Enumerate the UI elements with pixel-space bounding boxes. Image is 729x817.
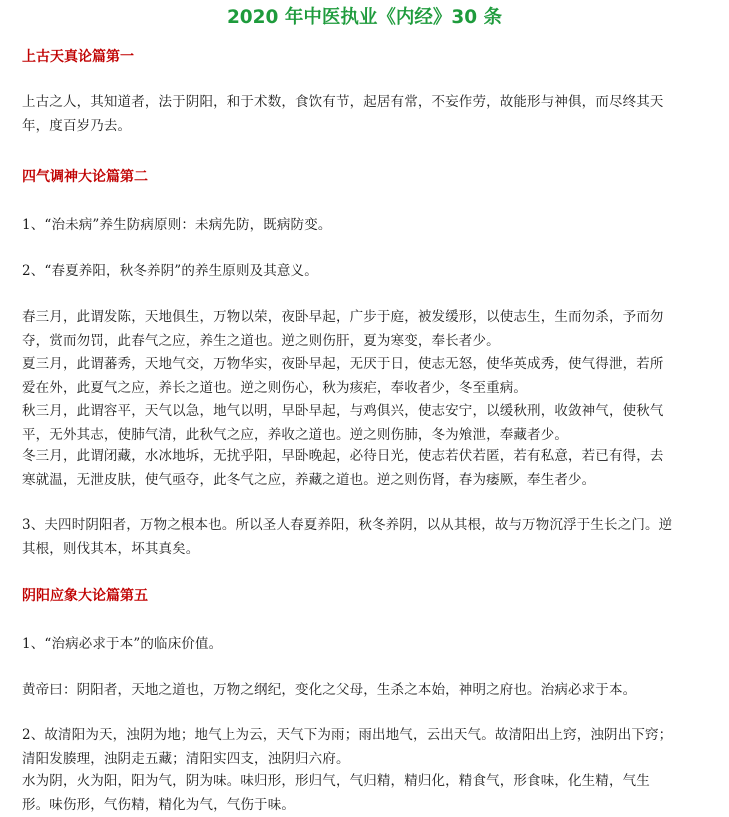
document-title: 2020 年中医执业《内经》30 条 (226, 7, 503, 28)
section-heading: 上古天真论篇第一 (22, 49, 134, 65)
paragraph: 1、“治病必求于本”的临床价值。 (22, 636, 223, 652)
section-heading: 阴阳应象大论篇第五 (22, 588, 148, 604)
paragraph: 上古之人，其知道者，法于阴阳，和于术数，食饮有节，起居有常，不妄作劳，故能形与神俱，而尽终其天年，度百岁乃去。 (22, 94, 664, 134)
paragraph: 冬三月，此谓闭藏，水冰地坼，无扰乎阳，早卧晚起，必待日光，使志若伏若匿，若有私意，若已有得，去寒就温，无泄皮肤，使气亟夺，此冬气之应，养藏之道也。逆之则伤肾，春为痿厥，奉生者少。 (22, 448, 664, 488)
paragraph: 夏三月，此谓蕃秀，天地气交，万物华实，夜卧早起，无厌于日，使志无怒，使华英成秀，使气得泄，若所爱在外，此夏气之应，养长之道也。逆之则伤心，秋为痎疟，奉收者少，冬至重病。 (22, 356, 664, 396)
paragraph: 秋三月，此谓容平，天气以急，地气以明，早卧早起，与鸡俱兴，使志安宁，以缓秋刑，收敛神气，使秋气平，无外其志，使肺气清，此秋气之应，养收之道也。逆之则伤肺，冬为飧泄，奉藏者少。 (22, 403, 664, 443)
paragraph: 1、“治未病”养生防病原则：未病先防，既病防变。 (22, 217, 332, 233)
section-heading: 四气调神大论篇第二 (22, 169, 148, 185)
paragraph: 黄帝曰：阴阳者，天地之道也，万物之纲纪，变化之父母，生杀之本始，神明之府也。治病必求于本。 (22, 682, 637, 698)
paragraph: 水为阴，火为阳，阳为气，阴为味。味归形，形归气，气归精，精归化，精食气，形食味，化生精，气生形。味伤形，气伤精，精化为气，气伤于味。 (22, 773, 650, 813)
paragraph: 3、夫四时阴阳者，万物之根本也。所以圣人春夏养阳，秋冬养阴，以从其根，故与万物沉浮于生长之门。逆其根，则伐其本，坏其真矣。 (22, 517, 673, 557)
paragraph: 春三月，此谓发陈，天地俱生，万物以荣，夜卧早起，广步于庭，被发缓形，以使志生，生而勿杀，予而勿夺，赏而勿罚，此春气之应，养生之道也。逆之则伤肝，夏为寒变，奉长者少。 (22, 309, 664, 349)
paragraph: 2、“春夏养阳，秋冬养阴”的养生原则及其意义。 (22, 263, 318, 279)
paragraph: 2、故清阳为天，浊阴为地；地气上为云，天气下为雨；雨出地气，云出天气。故清阳出上窍，浊阴出下窍；清阳发腠理，浊阴走五藏；清阳实四支，浊阴归六府。 (22, 727, 673, 767)
